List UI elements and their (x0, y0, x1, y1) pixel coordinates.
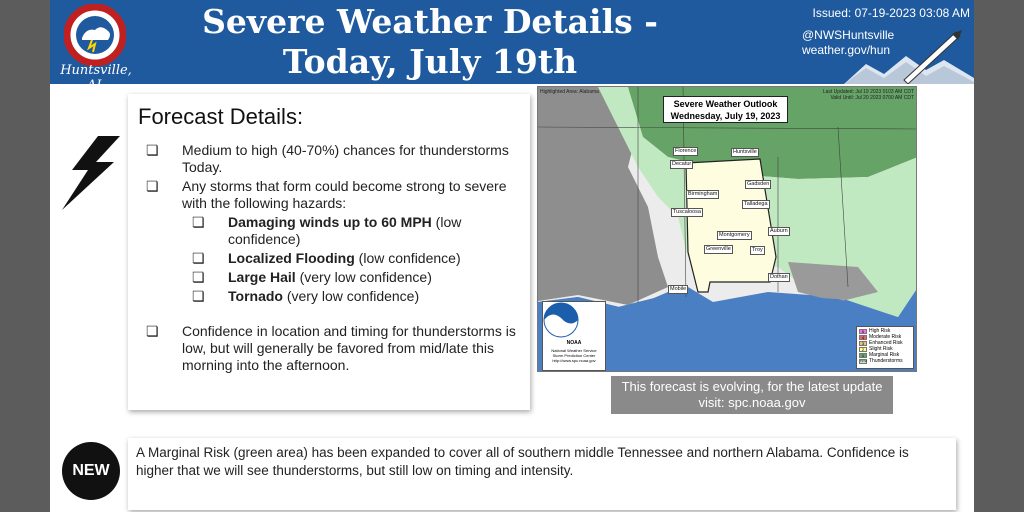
evolving-forecast-note: This forecast is evolving, for the latest update visit: spc.noaa.gov (611, 376, 893, 414)
office-name: Huntsville, AL (60, 63, 132, 93)
bullet-text: Medium to high (40-70%) chances for thunderstorms Today. (182, 142, 509, 175)
legend-label: Moderate Risk (869, 334, 902, 340)
noaa-center: Storm Prediction Center (552, 353, 596, 358)
hazard-confidence: (low confidence) (354, 250, 461, 266)
city-label: Birmingham (688, 191, 718, 197)
checkbox-bullet-icon: ❏ (192, 288, 205, 304)
noaa-logo-icon (543, 302, 579, 338)
slide (50, 0, 974, 512)
website-link[interactable]: weather.gov/hun (802, 43, 891, 57)
lightning-bolt-icon (58, 134, 126, 212)
list-item (146, 178, 524, 212)
issued-time: Issued: 07-19-2023 03:08 AM (812, 6, 970, 20)
checkbox-bullet-icon: ❏ (192, 269, 205, 285)
noaa-badge (542, 301, 606, 371)
map-date: Wednesday, July 19, 2023 (670, 111, 781, 121)
checkbox-bullet-icon: ❏ (192, 214, 205, 230)
city-label: Gadsden (747, 181, 770, 187)
new-badge: NEW (62, 442, 120, 500)
hazard-item (146, 250, 524, 267)
hazard-name: Localized Flooding (228, 250, 355, 266)
legend-item (859, 358, 911, 364)
title-line-2: Today, July 19th (282, 42, 578, 81)
map-title-box (663, 96, 788, 123)
city-label: Montgomery (719, 232, 750, 238)
update-text: A Marginal Risk (green area) has been expanded to cover all of southern middle Tennessee and northern Alabama. Confidence is higher that we will see thunderstorms, but still low on timing and intensity. (136, 445, 909, 478)
legend-label: Thunderstorms (869, 358, 903, 364)
nws-logo-icon (64, 4, 126, 66)
hazard-item (146, 214, 524, 248)
checkbox-bullet-icon: ❏ (146, 142, 159, 158)
legend-swatch: 3 (859, 341, 867, 346)
hazard-name: Large Hail (228, 269, 296, 285)
hazard-confidence: (very low confidence) (282, 288, 420, 304)
city-label: Troy (752, 247, 763, 253)
hazard-name: Tornado (228, 288, 283, 304)
legend-swatch: 5 (859, 329, 867, 334)
checkbox-bullet-icon: ❏ (192, 250, 205, 266)
city-label: Auburn (770, 228, 788, 234)
details-list (146, 142, 524, 376)
outlook-map (537, 86, 917, 372)
noaa-org: National Weather Service (551, 348, 597, 353)
noaa-label: NOAA (566, 340, 582, 346)
list-item (146, 323, 524, 374)
city-label: Talladega (744, 201, 768, 207)
map-last-updated: Last Updated: Jul 19 2023 0103 AM CDT (822, 89, 914, 95)
city-label: Tuscaloosa (673, 209, 701, 215)
hazard-item (146, 288, 524, 305)
hazard-confidence: (very low confidence) (295, 269, 432, 285)
legend-swatch: 4 (859, 335, 867, 340)
noaa-url: http://www.spc.noaa.gov (552, 358, 596, 363)
legend-label: High Risk (869, 328, 891, 334)
mountain-rocket-icon (844, 30, 974, 84)
risk-legend (856, 326, 914, 369)
city-label: Huntsville (733, 149, 757, 155)
bullet-text: Confidence in location and timing for thunderstorms is low, but will generally be favored from mid/late this morning into the afternoon. (182, 323, 516, 373)
checkbox-bullet-icon: ❏ (146, 178, 159, 194)
details-heading: Forecast Details: (138, 104, 304, 129)
title-line-1: Severe Weather Details - (202, 2, 658, 41)
hazard-item (146, 269, 524, 286)
bullet-text: Any storms that form could become strong to severe with the following hazards: (182, 178, 507, 211)
city-label: Dothan (770, 274, 788, 280)
legend-label: Slight Risk (869, 346, 893, 352)
forecast-details-card (128, 94, 530, 410)
legend-swatch: 1 (859, 353, 867, 358)
hazard-confidence: (low confidence) (228, 214, 462, 247)
legend-label: Enhanced Risk (869, 340, 903, 346)
map-highlighted-area: Highlighted Area: Alabama (540, 89, 599, 95)
legend-swatch: 2 (859, 347, 867, 352)
city-label: Mobile (670, 286, 687, 292)
page-title (200, 2, 660, 82)
city-label: Greenville (706, 246, 731, 252)
hazard-name: Damaging winds up to 60 MPH (228, 214, 432, 230)
map-valid-until: Valid Until: Jul 20 2023 0700 AM CDT (830, 95, 914, 101)
legend-label: Marginal Risk (869, 352, 900, 358)
checkbox-bullet-icon: ❏ (146, 323, 159, 339)
map-update-info (823, 89, 914, 101)
social-handle: @NWSHuntsville (802, 28, 895, 42)
city-label: Florence (675, 148, 697, 154)
update-text-box (128, 438, 956, 510)
list-item (146, 142, 524, 176)
legend-swatch: TSTM (860, 359, 867, 363)
city-label: Decatur (672, 161, 692, 167)
map-title: Severe Weather Outlook (673, 99, 778, 109)
